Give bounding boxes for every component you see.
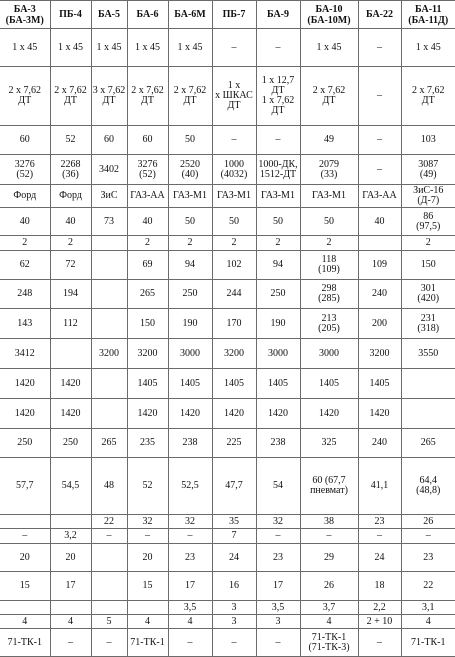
table-cell: 235 xyxy=(127,429,168,458)
table-cell xyxy=(91,236,127,251)
table-cell xyxy=(401,399,455,429)
table-cell xyxy=(91,280,127,309)
table-cell: 248 xyxy=(0,280,50,309)
table-cell: – xyxy=(256,126,300,155)
table-row xyxy=(0,251,455,280)
table-cell: 16 xyxy=(212,572,256,601)
table-cell: 231 (318) xyxy=(401,309,455,339)
table-cell: 4 xyxy=(127,615,168,629)
table-cell: 22 xyxy=(401,572,455,601)
table-cell: 71-ТК-1 (71-ТК-3) xyxy=(300,629,358,657)
table-cell: 143 xyxy=(0,309,50,339)
table-cell: – xyxy=(0,529,50,544)
table-cell: 150 xyxy=(127,309,168,339)
table-cell: 240 xyxy=(358,280,401,309)
table-cell: 2 х 7,62 ДТ xyxy=(50,67,91,126)
table-cell: 40 xyxy=(127,208,168,236)
table-row xyxy=(0,29,455,67)
table-cell: 29 xyxy=(300,544,358,572)
table-cell xyxy=(91,369,127,399)
table-cell: 3200 xyxy=(127,339,168,369)
table-cell: 60 (67,7 пневмат) xyxy=(300,458,358,515)
table-cell: 1405 xyxy=(358,369,401,399)
table-cell: 64,4 (48,8) xyxy=(401,458,455,515)
table-cell: 40 xyxy=(358,208,401,236)
table-cell: 17 xyxy=(50,572,91,601)
table-cell: 170 xyxy=(212,309,256,339)
table-cell: – xyxy=(50,629,91,657)
table-cell: 15 xyxy=(127,572,168,601)
table-cell: 2079 (33) xyxy=(300,155,358,185)
header-row xyxy=(0,1,455,29)
table-cell: 60 xyxy=(127,126,168,155)
table-cell: 3 xyxy=(212,601,256,615)
table-cell: 3,5 xyxy=(256,601,300,615)
table-cell: 1 х х ШКАС ДТ xyxy=(212,67,256,126)
table-cell: 3000 xyxy=(300,339,358,369)
table-cell: 50 xyxy=(212,208,256,236)
table-cell: 38 xyxy=(300,515,358,529)
table-cell: 1420 xyxy=(168,399,212,429)
table-cell: 72 xyxy=(50,251,91,280)
table-cell: 3,7 xyxy=(300,601,358,615)
table-cell: 57,7 xyxy=(0,458,50,515)
table-cell: 1 х 45 xyxy=(91,29,127,67)
table-cell: 1420 xyxy=(127,399,168,429)
table-cell: 48 xyxy=(91,458,127,515)
table-cell: 60 xyxy=(0,126,50,155)
table-cell: 1 х 12,7 ДТ 1 х 7,62 ДТ xyxy=(256,67,300,126)
table-cell: 62 xyxy=(0,251,50,280)
table-cell: 24 xyxy=(212,544,256,572)
table-cell: 1405 xyxy=(300,369,358,399)
table-cell: 3087 (49) xyxy=(401,155,455,185)
table-cell: 5 xyxy=(91,615,127,629)
table-cell: 150 xyxy=(401,251,455,280)
table-cell: – xyxy=(212,629,256,657)
table-cell xyxy=(91,251,127,280)
table-cell: 17 xyxy=(256,572,300,601)
table-cell: 20 xyxy=(50,544,91,572)
table-cell: 103 xyxy=(401,126,455,155)
table-cell: 200 xyxy=(358,309,401,339)
column-header: БА-9 xyxy=(256,1,300,29)
table-row xyxy=(0,601,455,615)
table-row xyxy=(0,185,455,208)
table-cell: 4 xyxy=(401,615,455,629)
table-cell: 1405 xyxy=(256,369,300,399)
table-cell xyxy=(91,601,127,615)
table-cell: 3 xyxy=(212,615,256,629)
table-cell: 3 xyxy=(256,615,300,629)
table-cell xyxy=(91,309,127,339)
table-cell: 71-ТК-1 xyxy=(0,629,50,657)
table-cell: 238 xyxy=(168,429,212,458)
table-cell: 301 (420) xyxy=(401,280,455,309)
table-row xyxy=(0,515,455,529)
table-cell: 71-ТК-1 xyxy=(127,629,168,657)
table-cell: ГАЗ-АА xyxy=(127,185,168,208)
column-header: БА-11 (БА-11Д) xyxy=(401,1,455,29)
table-cell: – xyxy=(358,629,401,657)
table-cell: 71-ТК-1 xyxy=(401,629,455,657)
table-cell: 2 + 10 xyxy=(358,615,401,629)
table-cell: 4 xyxy=(0,615,50,629)
table-cell: 1420 xyxy=(300,399,358,429)
table-cell: 50 xyxy=(168,126,212,155)
table-cell: 69 xyxy=(127,251,168,280)
table-cell: 54 xyxy=(256,458,300,515)
table-cell: 2520 (40) xyxy=(168,155,212,185)
table-cell: – xyxy=(91,629,127,657)
table-cell: 250 xyxy=(256,280,300,309)
table-cell: ГАЗ-М1 xyxy=(168,185,212,208)
table-cell: ГАЗ-АА xyxy=(358,185,401,208)
table-cell: – xyxy=(91,529,127,544)
table-cell: – xyxy=(127,529,168,544)
table-cell xyxy=(0,601,50,615)
table-cell: 2 х 7,62 ДТ xyxy=(168,67,212,126)
table-cell: 225 xyxy=(212,429,256,458)
column-header: ПБ-7 xyxy=(212,1,256,29)
table-cell: 26 xyxy=(401,515,455,529)
table-cell: 50 xyxy=(256,208,300,236)
table-row xyxy=(0,369,455,399)
table-cell: – xyxy=(401,529,455,544)
table-row xyxy=(0,544,455,572)
table-cell: 22 xyxy=(91,515,127,529)
table-row xyxy=(0,280,455,309)
table-cell: – xyxy=(256,629,300,657)
table-cell xyxy=(0,515,50,529)
table-cell: 213 (205) xyxy=(300,309,358,339)
table-cell: 1 х 45 xyxy=(300,29,358,67)
table-cell: 52,5 xyxy=(168,458,212,515)
table-cell: 86 (97,5) xyxy=(401,208,455,236)
table-cell: 1420 xyxy=(50,369,91,399)
table-cell: 2 х 7,62 ДТ xyxy=(401,67,455,126)
table-row xyxy=(0,572,455,601)
table-cell: 265 xyxy=(91,429,127,458)
table-cell: 3402 xyxy=(91,155,127,185)
table-cell: 73 xyxy=(91,208,127,236)
table-cell: 35 xyxy=(212,515,256,529)
table-cell: – xyxy=(212,29,256,67)
table-cell: 23 xyxy=(168,544,212,572)
table-cell: 18 xyxy=(358,572,401,601)
table-row xyxy=(0,629,455,657)
table-cell: Форд xyxy=(0,185,50,208)
table-cell: 1405 xyxy=(212,369,256,399)
table-cell: 40 xyxy=(0,208,50,236)
table-cell: 26 xyxy=(300,572,358,601)
table-cell: 1420 xyxy=(50,399,91,429)
table-cell: 265 xyxy=(401,429,455,458)
table-cell: 3412 xyxy=(0,339,50,369)
table-row xyxy=(0,155,455,185)
table-cell: 52 xyxy=(127,458,168,515)
table-cell: 2 xyxy=(0,236,50,251)
table-row xyxy=(0,236,455,251)
table-cell: 4 xyxy=(168,615,212,629)
table-cell: 3200 xyxy=(212,339,256,369)
table-cell xyxy=(91,572,127,601)
column-header: БА-5 xyxy=(91,1,127,29)
table-cell: Форд xyxy=(50,185,91,208)
table-cell: 2,2 xyxy=(358,601,401,615)
table-cell: ЗиС-16 (Д-7) xyxy=(401,185,455,208)
table-cell: 1 х 45 xyxy=(50,29,91,67)
table-row xyxy=(0,529,455,544)
table-cell xyxy=(50,601,91,615)
table-cell: 3550 xyxy=(401,339,455,369)
table-cell: 1000-ДК, 1512-ДТ xyxy=(256,155,300,185)
table-cell: 2 xyxy=(127,236,168,251)
table-cell: 118 (109) xyxy=(300,251,358,280)
table-cell: 1420 xyxy=(358,399,401,429)
table-cell: – xyxy=(256,29,300,67)
table-cell: 40 xyxy=(50,208,91,236)
table-cell: 54,5 xyxy=(50,458,91,515)
table-cell: 41,1 xyxy=(358,458,401,515)
table-cell: 109 xyxy=(358,251,401,280)
table-cell xyxy=(91,399,127,429)
table-cell: 325 xyxy=(300,429,358,458)
table-cell: 3,2 xyxy=(50,529,91,544)
table-cell: – xyxy=(358,126,401,155)
table-cell: 50 xyxy=(300,208,358,236)
table-cell: 3,1 xyxy=(401,601,455,615)
table-cell: 3000 xyxy=(168,339,212,369)
column-header: ПБ-4 xyxy=(50,1,91,29)
table-cell: 20 xyxy=(127,544,168,572)
table-cell: 250 xyxy=(168,280,212,309)
table-cell: 2 xyxy=(168,236,212,251)
table-cell: 7 xyxy=(212,529,256,544)
table-row xyxy=(0,339,455,369)
table-cell: 2 xyxy=(212,236,256,251)
table-cell: 1000 (4032) xyxy=(212,155,256,185)
table-cell: – xyxy=(358,29,401,67)
table-cell: 23 xyxy=(401,544,455,572)
table-cell: 50 xyxy=(168,208,212,236)
table-cell: 2 х 7,62 ДТ xyxy=(127,67,168,126)
table-cell: 3200 xyxy=(358,339,401,369)
table-cell: ГАЗ-М1 xyxy=(300,185,358,208)
table-cell: 1420 xyxy=(0,399,50,429)
table-cell: 1405 xyxy=(127,369,168,399)
table-cell: – xyxy=(358,67,401,126)
table-cell: 190 xyxy=(256,309,300,339)
table-cell: 2 xyxy=(256,236,300,251)
table-cell: 1420 xyxy=(0,369,50,399)
table-cell: 244 xyxy=(212,280,256,309)
column-header: БА-22 xyxy=(358,1,401,29)
table-cell: 3276 (52) xyxy=(127,155,168,185)
table-cell: 298 (285) xyxy=(300,280,358,309)
table-cell: 2 xyxy=(401,236,455,251)
table-cell xyxy=(401,369,455,399)
table-cell: – xyxy=(168,529,212,544)
table-cell: 112 xyxy=(50,309,91,339)
column-header: БА-6 xyxy=(127,1,168,29)
table-cell: 1420 xyxy=(256,399,300,429)
table-cell: 32 xyxy=(168,515,212,529)
table-cell: 102 xyxy=(212,251,256,280)
table-cell: – xyxy=(358,529,401,544)
table-row xyxy=(0,126,455,155)
table-cell: 240 xyxy=(358,429,401,458)
table-cell: 15 xyxy=(0,572,50,601)
table-cell: 1420 xyxy=(212,399,256,429)
table-cell: 60 xyxy=(91,126,127,155)
table-cell: 250 xyxy=(0,429,50,458)
table-row xyxy=(0,429,455,458)
table-row xyxy=(0,615,455,629)
table-cell xyxy=(91,544,127,572)
table-cell: 23 xyxy=(358,515,401,529)
table-cell: 194 xyxy=(50,280,91,309)
table-cell: 17 xyxy=(168,572,212,601)
table-cell: 4 xyxy=(50,615,91,629)
table-cell: – xyxy=(256,529,300,544)
table-row xyxy=(0,309,455,339)
table-cell: – xyxy=(300,529,358,544)
table-cell: 1 х 45 xyxy=(127,29,168,67)
table-cell: – xyxy=(358,155,401,185)
table-cell: 52 xyxy=(50,126,91,155)
column-header: БА-3 (БА-3М) xyxy=(0,1,50,29)
table-cell: 2 xyxy=(50,236,91,251)
table-cell: 250 xyxy=(50,429,91,458)
table-cell: 3 х 7,62 ДТ xyxy=(91,67,127,126)
table-cell: 1 х 45 xyxy=(401,29,455,67)
table-cell: ГАЗ-М1 xyxy=(256,185,300,208)
table-cell: 2 х 7,62 ДТ xyxy=(0,67,50,126)
table-cell: 3200 xyxy=(91,339,127,369)
table-row xyxy=(0,67,455,126)
table-cell: 190 xyxy=(168,309,212,339)
table-cell xyxy=(127,601,168,615)
table-cell: 4 xyxy=(300,615,358,629)
table-cell: 1 х 45 xyxy=(168,29,212,67)
column-header: БА-6М xyxy=(168,1,212,29)
table-cell: 265 xyxy=(127,280,168,309)
table-cell: 94 xyxy=(168,251,212,280)
table-row xyxy=(0,458,455,515)
table-cell: 3276 (52) xyxy=(0,155,50,185)
column-header: БА-10 (БА-10М) xyxy=(300,1,358,29)
table-cell: 49 xyxy=(300,126,358,155)
table-cell: ЗиС xyxy=(91,185,127,208)
table-cell: 24 xyxy=(358,544,401,572)
table-cell xyxy=(358,236,401,251)
table-cell: 23 xyxy=(256,544,300,572)
table-cell: 32 xyxy=(127,515,168,529)
table-cell: 32 xyxy=(256,515,300,529)
table-cell: 238 xyxy=(256,429,300,458)
table-cell: 1405 xyxy=(168,369,212,399)
table-cell: 2268 (36) xyxy=(50,155,91,185)
table-cell: 2 xyxy=(300,236,358,251)
table-cell: 2 х 7,62 ДТ xyxy=(300,67,358,126)
table-cell: – xyxy=(168,629,212,657)
table-cell: – xyxy=(212,126,256,155)
table-cell: 47,7 xyxy=(212,458,256,515)
table-cell: 94 xyxy=(256,251,300,280)
table-cell: 1 х 45 xyxy=(0,29,50,67)
table-cell: 3,5 xyxy=(168,601,212,615)
table-row xyxy=(0,208,455,236)
table-cell xyxy=(50,339,91,369)
table-cell xyxy=(50,515,91,529)
table-cell: ГАЗ-М1 xyxy=(212,185,256,208)
table-cell: 3000 xyxy=(256,339,300,369)
table-cell: 20 xyxy=(0,544,50,572)
table-row xyxy=(0,399,455,429)
